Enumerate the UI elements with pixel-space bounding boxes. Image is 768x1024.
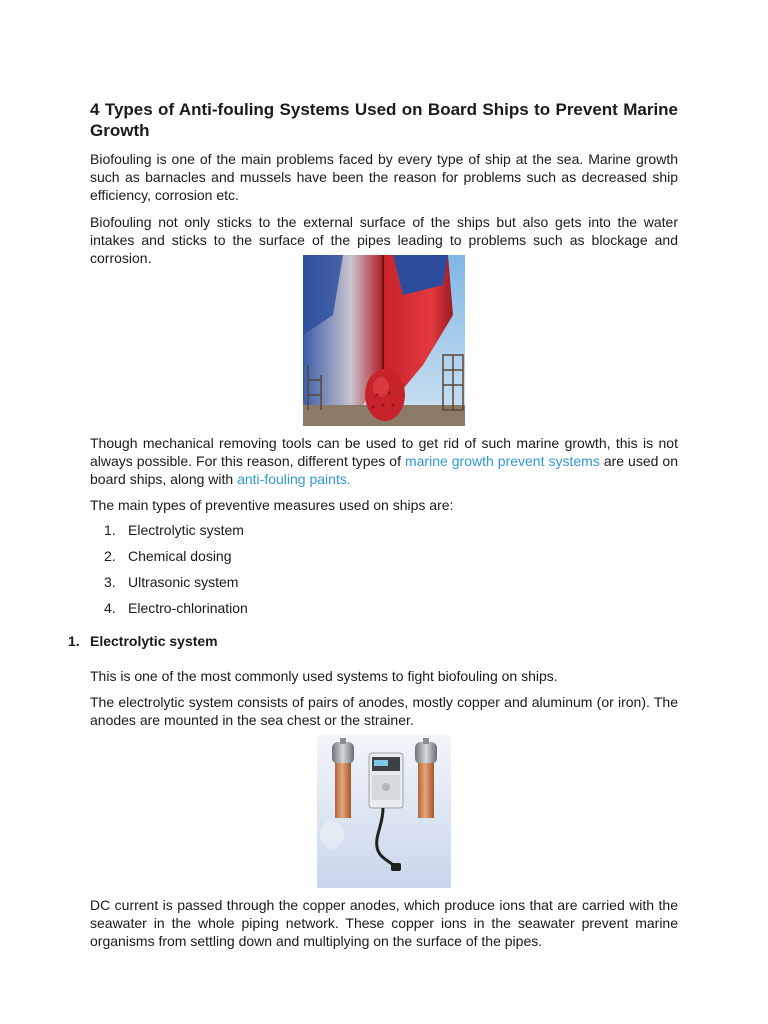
dc-current-paragraph: DC current is passed through the copper anodes, which produce ions that are carried with the seawater in the whole piping network. These copper ions in the seawater prevent marine organisms from settling down and multiplying on the surface of the pipes. bbox=[90, 897, 678, 949]
types-intro: The main types of preventive measures used on ships are: bbox=[90, 497, 454, 513]
section-heading-electrolytic: 1. Electrolytic system bbox=[68, 633, 218, 649]
page-title: 4 Types of Anti-fouling Systems Used on Board Ships to Prevent Marine Growth bbox=[90, 100, 678, 140]
mechanical-paragraph: Though mechanical removing tools can be used to get rid of such marine growth, this is not always possible. For this reason, different types of marine growth prevent systems are used on board ships, along with anti-fouling paints. bbox=[90, 435, 678, 487]
list-item: 1. Electrolytic system bbox=[104, 522, 244, 538]
list-item: 2. Chemical dosing bbox=[104, 548, 232, 564]
list-item: 3. Ultrasonic system bbox=[104, 574, 239, 590]
biofouling-paragraph: Biofouling not only sticks to the external surface of the ships but also gets into the water intakes and sticks to the surface of the pipes leading to problems such as blockage and corrosion. bbox=[90, 214, 678, 266]
marine-growth-link[interactable]: marine growth prevent systems bbox=[404, 453, 600, 469]
types-list bbox=[90, 521, 678, 625]
electrolytic-intro: This is one of the most commonly used systems to fight biofouling on ships. bbox=[90, 668, 558, 684]
anode-system-image bbox=[317, 735, 451, 888]
electrolytic-description: The electrolytic system consists of pairs of anodes, mostly copper and aluminum (or iron). The anodes are mounted in the sea chest or the strainer. bbox=[90, 694, 678, 728]
anti-fouling-paints-link[interactable]: anti-fouling paints. bbox=[237, 471, 351, 487]
intro-paragraph: Biofouling is one of the main problems faced by every type of ship at the sea. Marine growth such as barnacles and mussels have been the reason for problems such as decreased ship efficiency, corrosion etc. bbox=[90, 151, 678, 203]
ship-hull-image bbox=[303, 255, 465, 426]
list-item: 4. Electro-chlorination bbox=[104, 600, 248, 616]
